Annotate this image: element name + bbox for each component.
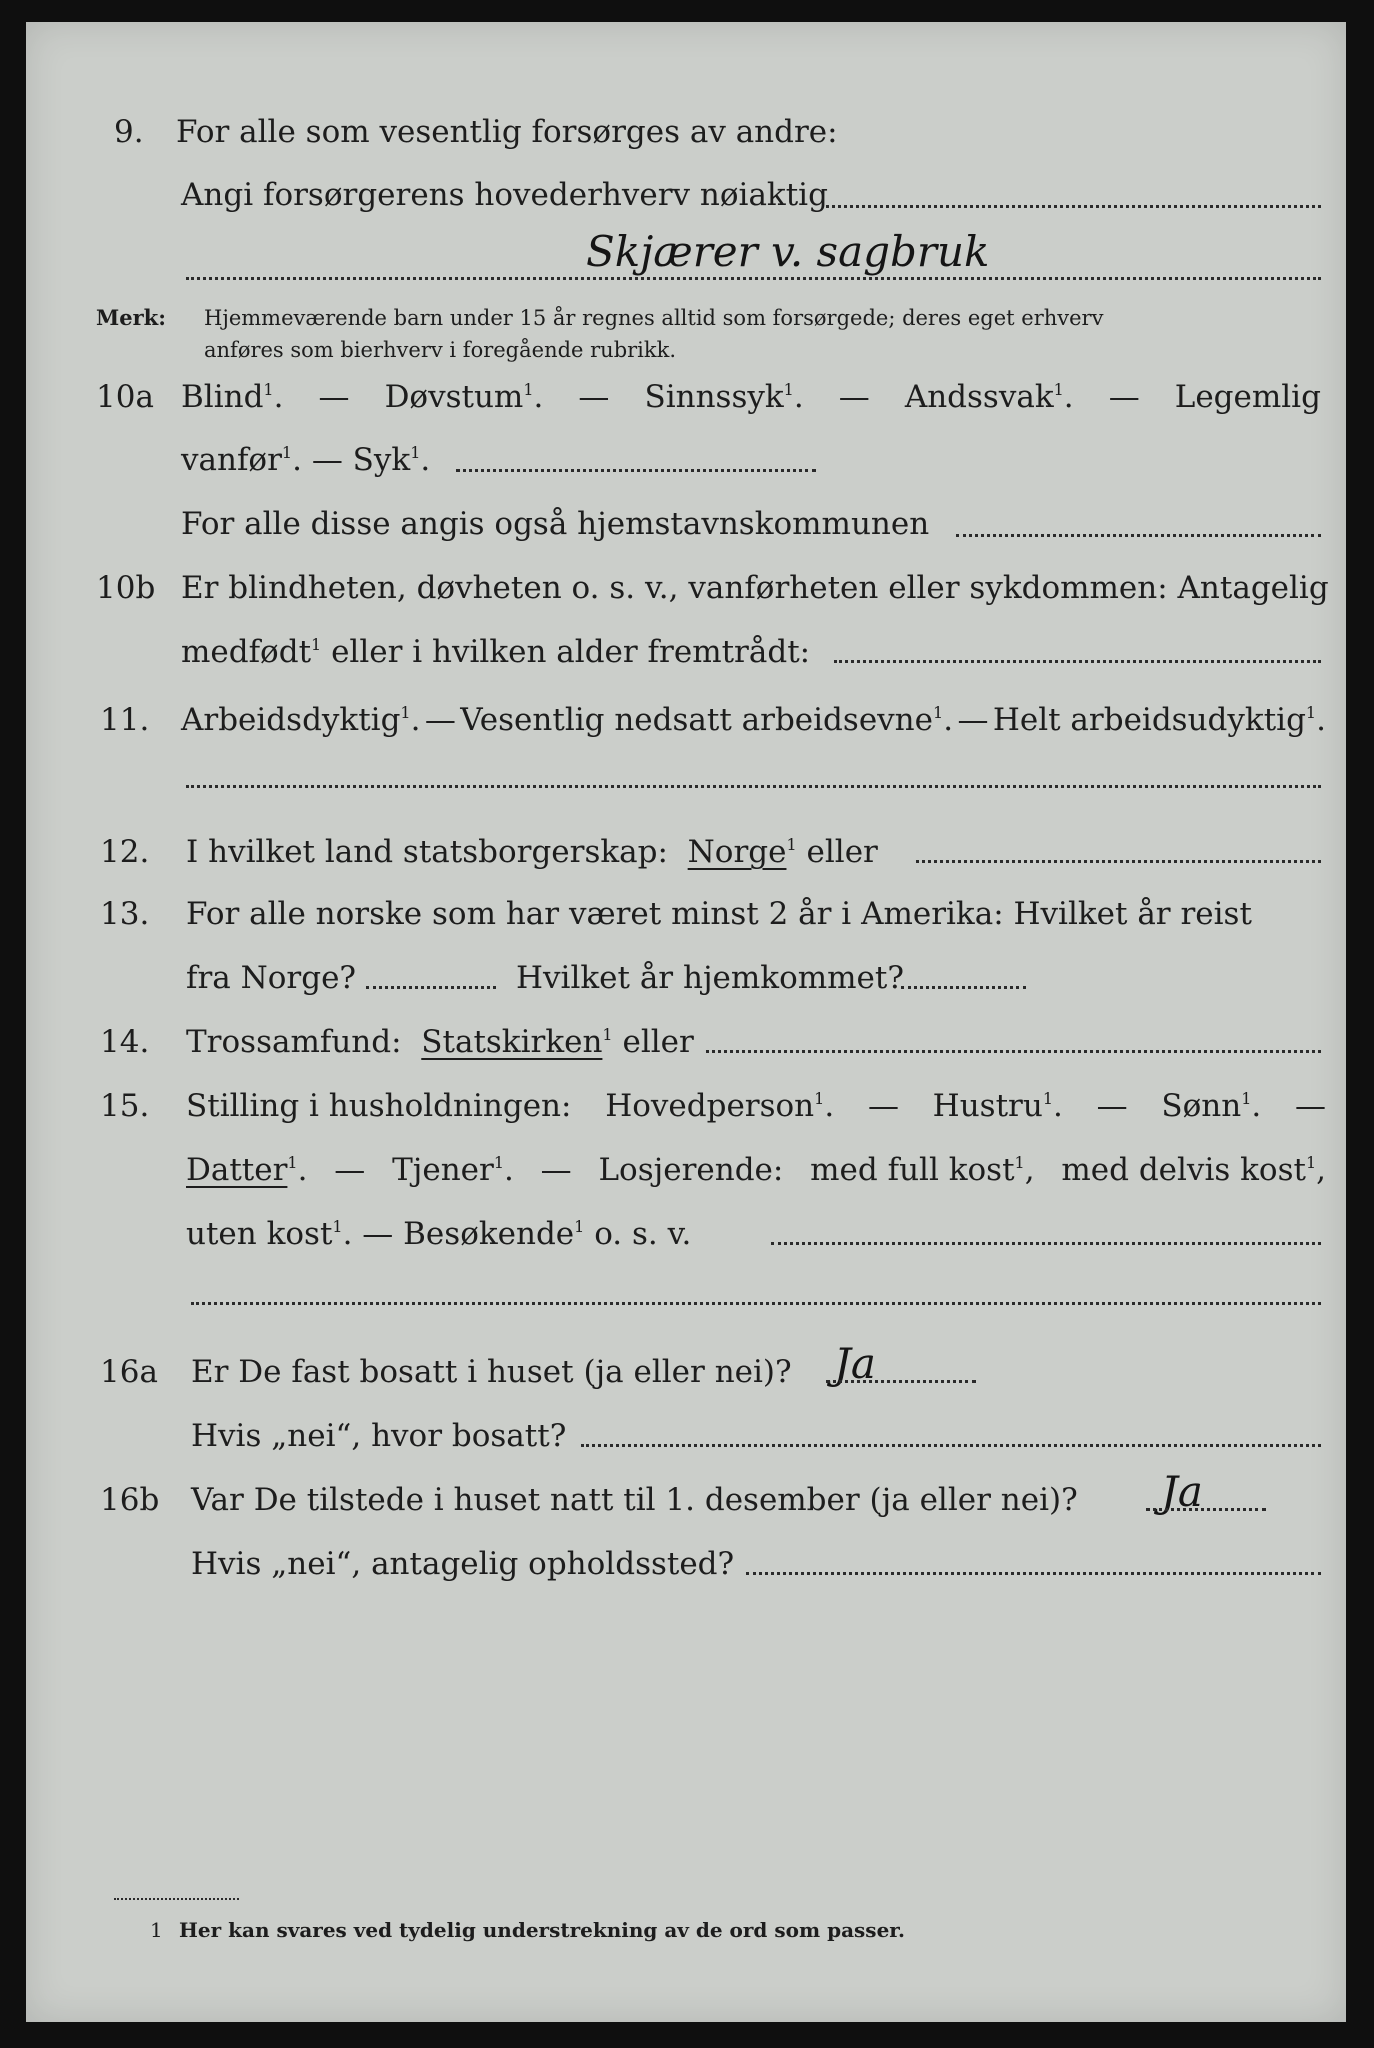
merk-line1: Hjemmeværende barn under 15 år regnes alltid som forsørgede; deres eget erhverv [204, 306, 1104, 330]
q10a-sinnssyk: Sinnssyk$^1$. [644, 379, 804, 415]
q12-number: 12. [100, 834, 150, 870]
q10a-line1: Blind$^1$. — Døvstum$^1$. — Sinnssyk$^1$. — Andssvak$^1$. — Legemlig [181, 379, 1321, 415]
q16a-line1: Er De fast bosatt i huset (ja eller nei)? [191, 1354, 792, 1390]
q15-answer-line [191, 1302, 1321, 1305]
q10b-line2: medfødt$^1$ eller i hvilken alder fremtrådt: [181, 634, 811, 670]
q13-line1: For alle norske som har været minst 2 år i Amerika: Hvilket år reist [186, 896, 1252, 932]
q16a-line2-fill [581, 1444, 1321, 1447]
q10a-dovstum: Døvstum$^1$. [384, 379, 544, 415]
q11-line: Arbeidsdyktig$^1$. — Vesentlig nedsatt arbeidsevne$^1$. — Helt arbeidsudyktig$^1$. [181, 702, 1326, 738]
footnote-rule [114, 1898, 239, 1900]
q10a-line3: For alle disse angis også hjemstavnskommunen [181, 506, 930, 542]
q10a-legemlig: Legemlig [1174, 379, 1321, 415]
q15-line3: uten kost$^1$. — Besøkende$^1$ o. s. v. [186, 1216, 692, 1252]
q12-fill [916, 860, 1321, 863]
q9-number: 9. [114, 114, 144, 150]
q10a-line2: vanfør$^1$. — Syk$^1$. [181, 442, 431, 478]
q14-line: Trossamfund: Statskirken$^1$ eller [186, 1024, 694, 1060]
q13-number: 13. [100, 896, 150, 932]
q13-hjemkommet-fill [901, 986, 1026, 989]
q16b-handwritten-answer: Ja [1161, 1467, 1203, 1516]
q11-answer-line [186, 785, 1321, 788]
q9-line2: Angi forsørgerens hovederhverv nøiaktig [181, 177, 828, 213]
q10a-blind: Blind$^1$. [181, 379, 284, 415]
q10a-andssvak: Andssvak$^1$. [904, 379, 1074, 415]
q16b-number: 16b [100, 1482, 160, 1518]
q9-line2-fill [826, 205, 1321, 208]
q10b-line1: Er blindheten, døvheten o. s. v., vanførheten eller sykdommen: Antagelig [181, 570, 1329, 606]
q16b-line2: Hvis „nei“, antagelig opholdssted? [191, 1546, 735, 1582]
q13-line2b: Hvilket år hjemkommet? [516, 960, 904, 996]
q13-reist-fill [366, 986, 496, 989]
q10b-number: 10b [96, 570, 156, 606]
q10a-line3-fill [956, 534, 1321, 537]
q10a-number: 10a [96, 379, 154, 415]
q16b-line1: Var De tilstede i huset natt til 1. desember (ja eller nei)? [191, 1482, 1078, 1518]
q10b-line2-fill [834, 660, 1321, 663]
q10a-line2-fill [456, 469, 816, 472]
q16b-line2-fill [746, 1572, 1321, 1575]
footnote-mark: 1 [150, 1918, 163, 1942]
q15-line1: Stilling i husholdningen: Hovedperson$^1$. — Hustru$^1$. — Sønn$^1$. — [186, 1088, 1326, 1124]
census-form-page [26, 22, 1346, 2022]
footnote-text: Her kan svares ved tydelig understrekning av de ord som passer. [179, 1918, 905, 1942]
q15-number: 15. [100, 1088, 150, 1124]
q16a-number: 16a [100, 1354, 158, 1390]
q15-line2: Datter$^1$. — Tjener$^1$. — Losjerende: med full kost$^1$, med delvis kost$^1$, [186, 1152, 1326, 1188]
merk-line2: anføres som bierhverv i foregående rubrikk. [204, 338, 677, 362]
q14-number: 14. [100, 1024, 150, 1060]
merk-label: Merk: [96, 305, 166, 330]
q14-fill [706, 1050, 1321, 1053]
q13-line2a: fra Norge? [186, 960, 357, 996]
q16a-handwritten-answer: Ja [834, 1339, 876, 1388]
q16a-line1-fill [826, 1380, 976, 1383]
q15-line3-fill [771, 1242, 1321, 1245]
q9-answer-line [186, 277, 1321, 280]
q11-number: 11. [100, 702, 150, 738]
q16a-line2: Hvis „nei“, hvor bosatt? [191, 1418, 567, 1454]
q12-line: I hvilket land statsborgerskap: Norge$^1$ eller [186, 834, 878, 870]
q9-handwritten-answer: Skjærer v. sagbruk [586, 227, 990, 276]
q9-text: For alle som vesentlig forsørges av andre: [176, 114, 838, 150]
q16b-line1-fill [1146, 1508, 1266, 1511]
